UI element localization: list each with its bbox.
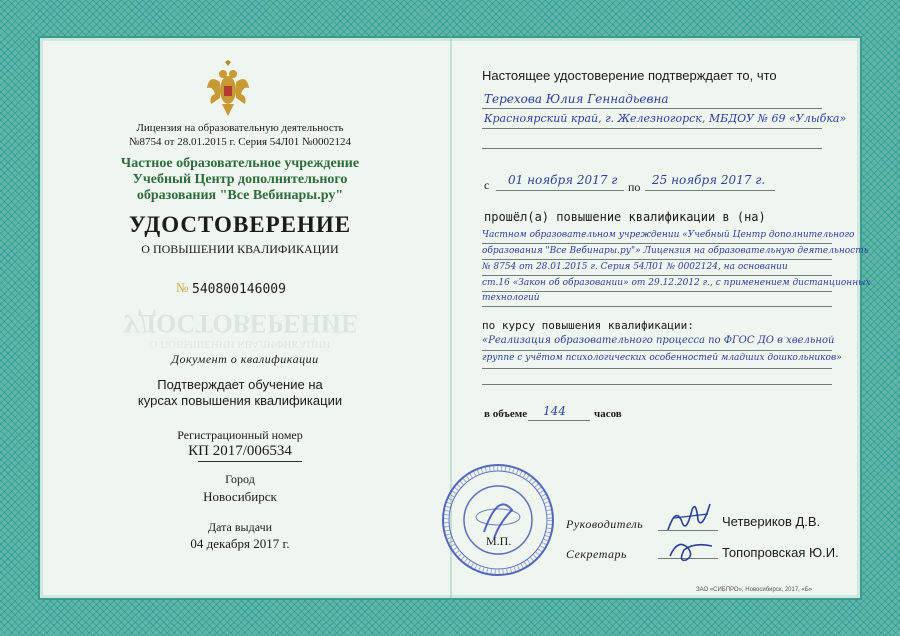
hours-label: часов xyxy=(594,408,622,420)
institution-line-4: ст.16 «Закон об образовании» от 29.12.2012 г., с применением дистанционных xyxy=(482,278,871,288)
volume-value: 144 xyxy=(543,404,566,418)
from-label: с xyxy=(484,178,490,192)
course-line-2: группе с учётом психологических особенностей младших дошкольников» xyxy=(482,353,842,363)
institution-line-4-rule xyxy=(482,291,832,292)
volume-line xyxy=(528,420,590,421)
institution-line-1-rule xyxy=(482,243,832,244)
registration-underline xyxy=(198,461,302,462)
course-line-3-rule xyxy=(482,384,832,385)
course-line-2-rule xyxy=(482,368,832,369)
holder-place-line xyxy=(482,128,822,129)
institution-line-1: Частном образовательном учреждении «Учебный Центр дополнительного xyxy=(482,230,855,240)
course-line-1: «Реализация образовательного процесса по ФГОС ДО в хвельной xyxy=(482,335,835,346)
registration-number: КП 2017/006534 xyxy=(188,443,292,459)
from-date-line xyxy=(496,190,624,191)
holder-name-line xyxy=(482,108,822,109)
organization-stamp xyxy=(440,462,556,578)
institution-line-2-rule xyxy=(482,259,832,260)
document-subtitle: О ПОВЫШЕНИИ КВАЛИФИКАЦИИ xyxy=(141,242,339,256)
issue-date-value: 04 декабря 2017 г. xyxy=(190,536,290,551)
org-line-2: Учебный Центр дополнительного xyxy=(132,172,348,187)
number-prefix: № xyxy=(176,280,189,295)
director-label: Руководитель xyxy=(566,517,644,531)
document-type: Документ о квалификации xyxy=(171,352,319,366)
institution-line-2: образования "Все Вебинары.ру"» Лицензия на образовательную деятельность xyxy=(482,246,869,256)
secretary-signature xyxy=(664,534,716,564)
license-line-1: Лицензия на образовательную деятельность xyxy=(136,122,344,134)
license-line-2: №8754 от 28.01.2015 г. Серия 54Л01 №0002124 xyxy=(129,136,351,148)
org-line-3: образования "Все Вебинары.ру" xyxy=(136,188,344,203)
to-label: по xyxy=(628,180,641,194)
to-date: 25 ноября 2017 г. xyxy=(652,173,766,187)
coat-of-arms-icon xyxy=(205,60,251,118)
org-line-1: Частное образовательное учреждение xyxy=(120,156,360,171)
secretary-name: Топопровская Ю.И. xyxy=(722,545,839,560)
institution-line-3: № 8754 от 28.01.2015 г. Серия 54Л01 № 0002124, на основании xyxy=(482,262,788,272)
city-label: Город xyxy=(225,472,255,486)
document-title: УДОСТОВЕРЕНИЕ xyxy=(128,212,352,237)
printer-imprint: ЗАО «СИБПРО», Новосибирск, 2017, «Б» xyxy=(696,587,813,593)
institution-line-5-rule xyxy=(482,306,832,307)
city-value: Новосибирск xyxy=(203,489,277,504)
secretary-label: Секретарь xyxy=(566,547,627,561)
institution-line-3-rule xyxy=(482,275,832,276)
passed-text: прошёл(а) повышение квалификации в (на) xyxy=(484,210,766,224)
certificate-number: 540800146009 xyxy=(192,282,286,297)
holder-place: Красноярский край, г. Железногорск, МБДОУ № 69 «Улыбка» xyxy=(484,112,847,125)
from-date: 01 ноября 2017 г xyxy=(508,173,618,187)
director-name: Четвериков Д.В. xyxy=(722,514,821,529)
seal-place-mark: М.П. xyxy=(486,534,512,548)
to-date-line xyxy=(645,190,775,191)
holder-name: Терехова Юлия Геннадьевна xyxy=(484,92,669,106)
confirms-line-2: курсах повышения квалификации xyxy=(137,393,343,408)
course-label: по курсу повышения квалификации: xyxy=(482,319,694,332)
course-line-1-rule xyxy=(482,350,832,351)
confirms-line-1: Подтверждает обучение на xyxy=(157,377,323,392)
watermark-subtitle: О ПОВЫШЕНИИ КВАЛИФИКАЦИИ xyxy=(149,338,331,350)
watermark-title: УДОСТОВЕРЕНИЕ xyxy=(121,309,359,338)
blank-line xyxy=(482,148,822,149)
intro-text: Настоящее удостоверение подтверждает то, что xyxy=(482,68,777,83)
director-signature xyxy=(664,500,714,534)
volume-label: в объеме xyxy=(484,408,528,420)
registration-label: Регистрационный номер xyxy=(177,428,303,442)
institution-line-5: технологий xyxy=(482,293,540,303)
issue-date-label: Дата выдачи xyxy=(207,520,273,534)
